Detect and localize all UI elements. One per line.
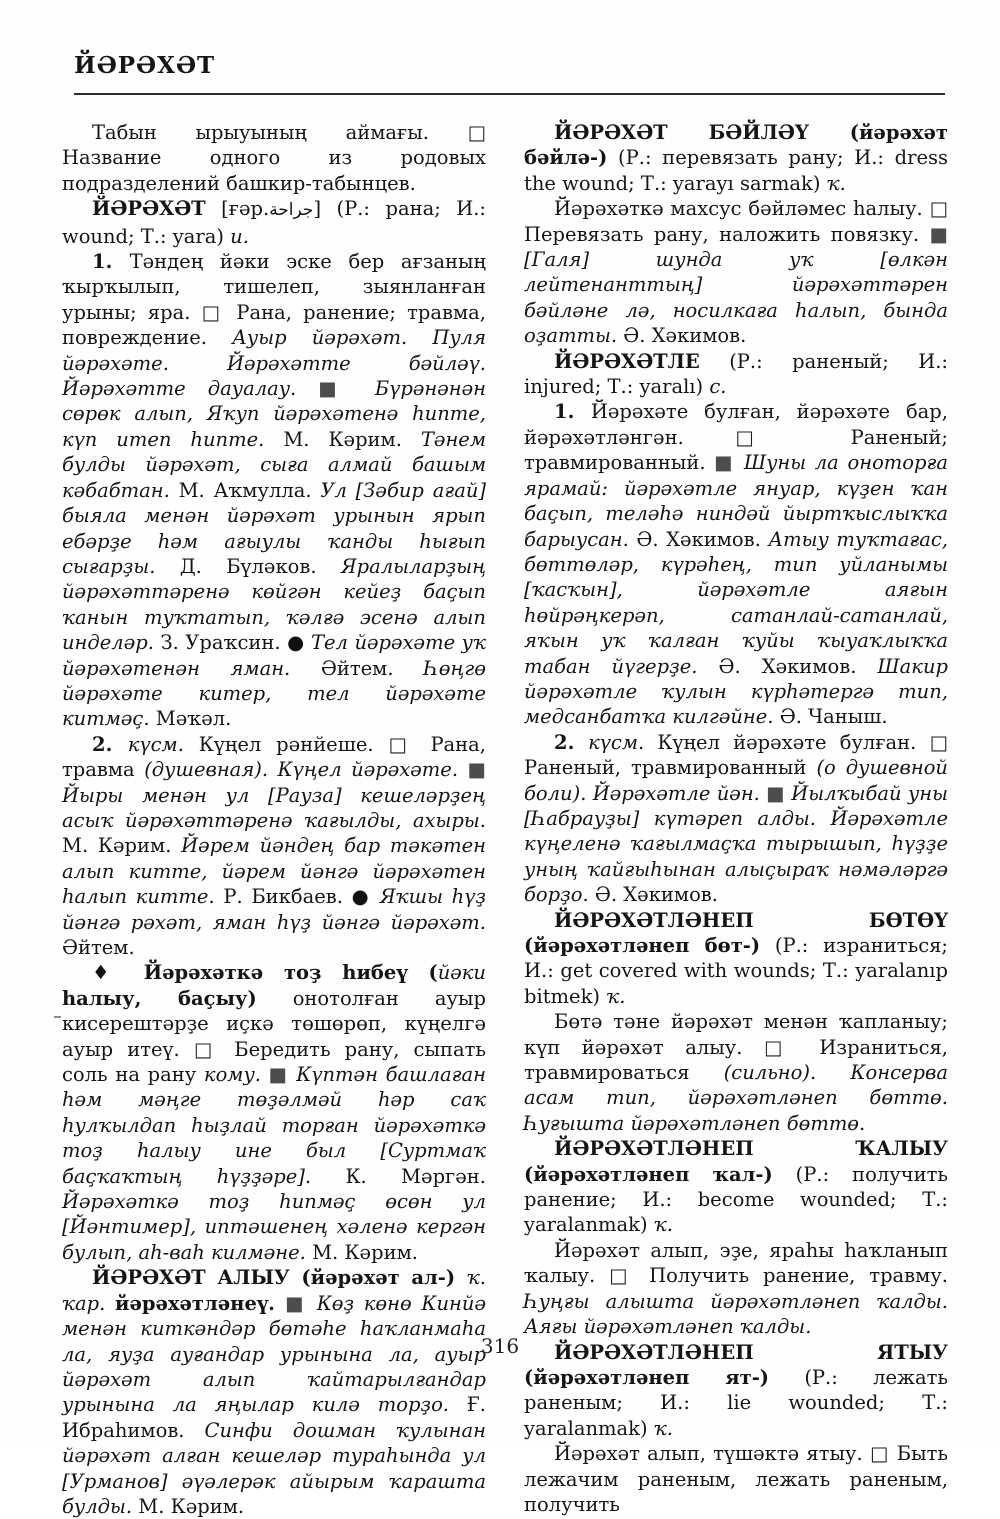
left-column <box>62 120 486 1519</box>
text-segment: (сильно). Консерва асам тип, йәрәхәтләнеп бөттө. Һуғышта йәрәхәтләнеп бөттө. <box>524 1061 948 1135</box>
text-segment: ЙӘРӘХӘТ БӘЙЛӘҮ (йәрәхәт бәйлә-) <box>524 121 948 170</box>
text-segment: М. Кәрим. <box>283 427 421 451</box>
text-segment: Һуңғы алышта йәрәхәтләнеп ҡалды. Аяғы йәрәхәтләнеп ҡалды. <box>524 1289 948 1339</box>
citation-marker-icon: ■ <box>268 1063 297 1087</box>
citation-marker-icon: ■ <box>467 758 486 782</box>
text-segment: Раненый; травмированный. <box>524 425 948 475</box>
text-segment: 1. <box>92 250 130 274</box>
dictionary-paragraph <box>524 1009 948 1136</box>
text-segment: Р. Бикбаев. <box>223 885 352 909</box>
text-segment: Әйтем. <box>320 656 425 680</box>
dictionary-paragraph <box>524 1136 948 1238</box>
text-segment: ЙӘРӘХӘТЛӘНЕП БӨТӨҮ (йәрәхәтләнеп бөт-) <box>524 908 948 957</box>
text-segment: Бүрәнәнән сөрөк алып, Яҡуп йәрәхәтенә һипте, күп итеп һипте. <box>62 377 487 451</box>
dictionary-paragraph <box>524 1238 948 1340</box>
citation-marker-icon: ■ <box>766 781 792 805</box>
dictionary-paragraph <box>524 399 948 729</box>
text-segment: күсм. <box>127 732 199 756</box>
print-artifact <box>54 1016 61 1018</box>
text-segment: ҡ. ҡар. <box>62 1266 486 1315</box>
text-segment: (о душевной боли). Йәрәхәтле йән. <box>524 756 948 805</box>
text-segment: ҡ. <box>826 171 846 195</box>
citation-marker-icon: ■ <box>714 451 744 475</box>
translation-marker-icon: □ <box>735 425 851 449</box>
text-segment: جراحة <box>269 200 314 221</box>
text-segment: (Р.: лежать раненым; И.: lie wounded; Т.: yaralanmak) <box>524 1365 948 1440</box>
dictionary-paragraph <box>524 908 948 1010</box>
text-segment: Табын ырыуының аймағы. <box>92 121 468 144</box>
text-segment: Получить ранение, травму. <box>649 1264 948 1288</box>
text-segment: Йәрәхәт алып, эҙе, яраһы һаҡланып ҡалыу. <box>524 1238 948 1288</box>
dictionary-paragraph <box>62 732 486 961</box>
text-segment: Яралыларҙың йәрәхәттәренә көйгән кейеҙ баҫып ҡанын туҡтатып, ҡәлғә эсенә алып инделәр. <box>62 554 486 655</box>
text-segment: Ауыр йәрәхәт. Пуля йәрәхәте. Йәрәхәтте бәйләү. Йәрәхәтте дауалау. <box>62 326 486 401</box>
text-segment: ҡ. <box>653 1213 673 1237</box>
text-segment: ҡ. <box>606 984 626 1008</box>
dictionary-paragraph <box>524 120 948 196</box>
text-segment: Израниться, травмироваться <box>524 1035 948 1085</box>
running-head: ЙӘРӘХӘТ <box>74 52 216 79</box>
citation-marker-icon: ■ <box>318 377 375 401</box>
dictionary-paragraph <box>62 120 486 196</box>
text-segment: с. <box>709 375 727 399</box>
text-segment: Яҡшы һүҙ йәнгә рәхәт, яман һүҙ йәнгә йәрәхәт. <box>62 885 486 934</box>
text-segment: Бередить рану, сыпать соль на рану <box>62 1037 486 1087</box>
proverb-marker-icon: ● <box>287 631 311 655</box>
text-segment: Синфи дошман ҡулынан йәрәхәт алған кешеләр тураһында ул [Урманов] әүәлерәк айырым ҡарашта булды. <box>62 1418 486 1518</box>
text-segment: Рана, ранение; травма, повреждение. <box>62 300 486 350</box>
text-segment: йәки <box>437 961 486 985</box>
text-segment: М. Кәрим. <box>138 1494 245 1518</box>
text-segment: Тәндең йәки эске бер ағзаның ҡырҡылып, тишелеп, зыянланған урыны; яра. <box>62 250 486 324</box>
translation-marker-icon: □ <box>388 732 431 756</box>
text-segment: Атыу туҡтағас, бөттөләр, күрәһең, тип уйланымы [ҡасҡын], йәрәхәтле аяғын һөйрәңкерәп, сатанлай-сатанлай, яҡын уҡ ҡалған ҡуйы ҡыуаҡлыҡҡа табан йүгерҙе. <box>524 527 948 678</box>
text-segment: Ул [Зәбир ағай] быяла менән йәрәхәт урынын ярып ебәрҙе һәм ағыулы ҡанды һығып сығарҙы. <box>62 478 486 578</box>
text-segment: Көҙ көнө Кинйә менән киткәндәр бөтәһе һаҡланмаһа ла, яуҙа ауғандар урынына ла, ауыр йәрәхәт алып ҡайтарылғандар урынына ла яңылар килә торҙо. <box>62 1291 486 1417</box>
text-segment: Д. Бүләков. <box>179 554 341 578</box>
citation-marker-icon: ■ <box>285 1291 317 1315</box>
text-segment: Шуны ла оноторға ярамай: йәрәхәтле януар, күҙен ҡан баҫып, теләһә ниндәй йыртҡыслыҡҡа барыусан. <box>524 451 948 551</box>
text-segment: 1. <box>554 400 591 424</box>
text-segment: М. Кәрим. <box>62 834 182 858</box>
text-segment: [ғәр. <box>205 197 270 221</box>
text-segment: Ә. Хәкимов. <box>623 324 747 348</box>
right-column <box>524 120 948 1517</box>
dictionary-paragraph <box>524 196 948 348</box>
text-segment: (душевная). Күңел йәрәхәте. <box>144 758 468 782</box>
dictionary-paragraph <box>62 1265 486 1519</box>
text-segment: ЙӘРӘХӘТЛЕ <box>554 349 700 373</box>
text-segment: (Р.: израниться; И.: get covered with wounds; Т.: yaralanıp bitmek) <box>524 934 948 1008</box>
translation-marker-icon: □ <box>609 1264 650 1288</box>
text-segment: Йәрем йәндең бар тәкәтен алып китте, йәрем йәнгә йәрәхәтен һалып китте. <box>62 834 486 909</box>
text-segment: Йыры менән ул [Рауза] кешеләрҙең асыҡ йәрәхәттәренә ҡағылды, ахыры. <box>62 783 486 832</box>
text-segment: Йәрәхәте булған, йәрәхәте бар, йәрәхәтләнгән. <box>524 400 948 449</box>
text-segment: З. Ураҡсин. <box>160 631 288 655</box>
text-segment: Шакир йәрәхәтле ҡулын күрһәтергә тип, медсанбатҡа килгәйне. <box>524 654 948 729</box>
text-segment: Ә. Хәкимов. <box>594 883 718 907</box>
text-segment: йәрәхәтләнеү. <box>114 1291 286 1315</box>
text-segment: Йәрәхәткә тоҙ һибеү ( <box>143 961 438 985</box>
text-segment: К. Мәргән. <box>345 1164 487 1188</box>
citation-marker-icon: ■ <box>929 222 948 246</box>
text-segment: ЙӘРӘХӘТ <box>92 197 206 221</box>
text-segment: М. Аҡмулла. <box>178 478 321 502</box>
text-segment: Күңел рәнйеше. <box>198 732 389 756</box>
text-segment: Ғ. Ибраһимов. <box>62 1393 486 1442</box>
translation-marker-icon: □ <box>467 121 486 144</box>
text-segment: (Р.: перевязать рану; И.: dress the wound; Т.: yarayı sarmak) <box>524 146 948 195</box>
text-segment: Ә. Чаныш. <box>779 705 888 729</box>
phraseology-marker-icon: ♦ <box>92 961 144 985</box>
translation-marker-icon: □ <box>869 1442 897 1466</box>
text-segment: Йәрәхәткә махсус бәйләмес һалыу. <box>554 197 930 221</box>
text-segment: Тәнем булды йәрәхәт, сыға алмай башым кәбабтан. <box>62 427 487 502</box>
translation-marker-icon: □ <box>929 197 948 221</box>
dictionary-paragraph <box>62 249 486 732</box>
text-segment: ЙӘРӘХӘТЛӘНЕП ЯТЫУ (йәрәхәтләнеп ят-) <box>524 1340 948 1389</box>
text-segment: М. Кәрим. <box>312 1240 418 1264</box>
text-segment: 2. <box>554 730 589 754</box>
text-segment: Название одного из родовых подразделений башкир-табынцев. <box>62 146 486 195</box>
text-segment: Ә. Хәкимов. <box>718 654 878 678</box>
text-segment: 2. <box>92 732 128 756</box>
dictionary-paragraph <box>62 960 486 1265</box>
text-segment: Йәрәхәткә тоҙ һипмәҫ өсөн ул [Йәнтимер], иптәшенең хәленә кергән булып, аһ-ваһ килмәне. <box>62 1190 486 1264</box>
text-segment: Һөңгө йәрәхәте китер, тел йәрәхәте китмәҫ. <box>62 656 486 731</box>
dictionary-paragraph <box>524 1441 948 1517</box>
text-segment: Күңел йәрәхәте булған. <box>657 730 930 754</box>
text-segment: Рана, травма <box>62 732 487 782</box>
text-segment: Тел йәрәхәте уҡ йәрәхәтенән яман. <box>62 631 486 680</box>
text-segment: Йәрәхәт алып, түшәктә ятыу. <box>554 1442 870 1466</box>
text-segment: ҡ. <box>653 1416 673 1440</box>
text-segment: Күптән башлаған һәм мәңге төҙәлмәй һәр саҡ һулҡылдап һыҙлай торған йәрәхәткә тоҙ һалыу ине был [Суртмаҡ баҫҡаҡтың һүҙҙәре]. <box>62 1063 486 1188</box>
text-segment: (Р.: раненый; И.: injured; Т.: yaralı) <box>524 349 948 399</box>
text-segment: Мәҡәл. <box>155 707 232 731</box>
text-segment: онотолған ауыр кисерештәрҙе иҫкә төшөрөп, күңелгә ауыр итеү. <box>62 986 486 1061</box>
text-segment: күсм. <box>588 730 658 754</box>
text-segment: ЙӘРӘХӘТЛӘНЕП ҠАЛЫУ (йәрәхәтләнеп ҡал-) <box>524 1137 948 1186</box>
proverb-marker-icon: ● <box>351 885 380 909</box>
translation-marker-icon: □ <box>764 1035 820 1059</box>
translation-marker-icon: □ <box>929 730 949 754</box>
text-segment: Бөтә тәне йәрәхәт менән ҡапланыу; күп йәрәхәт алыу. <box>524 1010 948 1059</box>
text-segment: (Р.: получить ранение; И.: become wounded; Т.: yaralanmak) <box>524 1162 948 1237</box>
dictionary-paragraph <box>524 730 948 908</box>
page-number: 316 <box>480 1334 520 1358</box>
dictionary-paragraph <box>62 196 486 249</box>
text-segment: Ә. Хәкимов. <box>636 527 769 551</box>
text-segment: и. <box>230 224 249 248</box>
translation-marker-icon: □ <box>201 300 237 324</box>
text-segment: Быть лежачим раненым, лежать раненым, получить <box>524 1442 948 1516</box>
text-segment: һалыу, баҫыу) <box>62 986 257 1010</box>
text-segment: Перевязать рану, наложить повязку. <box>524 222 930 246</box>
text-segment: кому. <box>203 1063 269 1087</box>
translation-marker-icon: □ <box>193 1037 235 1061</box>
text-segment: Раненый, травмированный <box>524 756 817 780</box>
text-segment: ] (Р.: рана; И.: wound; Т.: yara) <box>62 197 486 248</box>
text-segment: Әйтем. <box>62 936 135 959</box>
header-rule <box>74 93 945 95</box>
dictionary-paragraph <box>524 349 948 400</box>
text-segment: [Галя] шунда уҡ [өлкән лейтенанттың] йәрәхәттәрен бәйләне лә, носилкаға һалып, бында оҙатты. <box>524 248 948 348</box>
text-segment: Йылҡыбай уны [Һабрауҙы] күтәреп алды. Йәрәхәтле күңеленә ҡағылмаҫҡа тырышып, һүҙҙе уның ҡайғыһынан алыҫыраҡ нәмәләргә борҙо. <box>524 781 949 907</box>
text-segment: ЙӘРӘХӘТ АЛЫУ (йәрәхәт ал-) <box>92 1266 467 1290</box>
